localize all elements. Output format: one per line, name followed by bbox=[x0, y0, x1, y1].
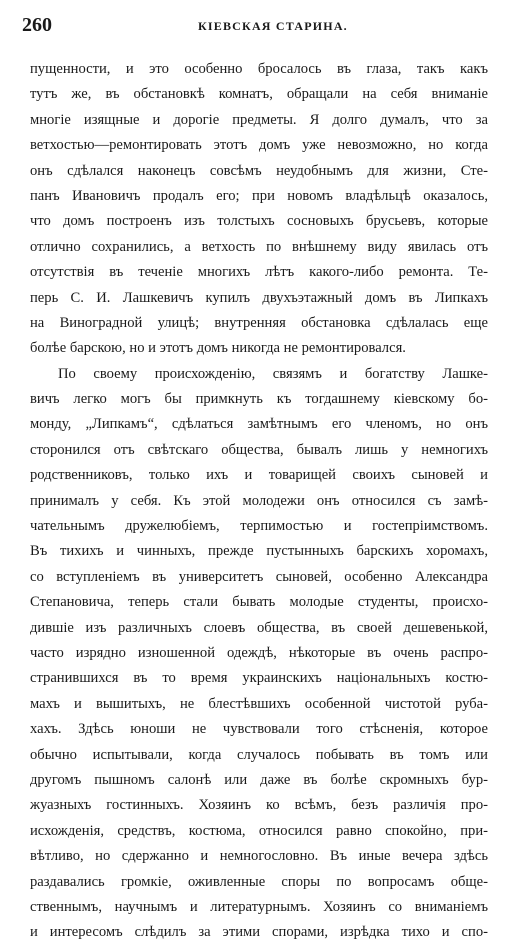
paragraph-end-line: болѣе барскою, но и этотъ домъ никогда не ремонтировался. bbox=[30, 340, 406, 357]
text-line: Въ тихихъ и чинныхъ, прежде пустынныхъ барскихъ хоромахъ, bbox=[30, 543, 488, 560]
text-line: перь С. И. Лашкевичъ купилъ двухъэтажный домъ въ Липкахъ bbox=[30, 289, 488, 306]
text-line: исхожденія, средствъ, костюма, относился равно спокойно, при- bbox=[30, 822, 488, 839]
text-line: на Виноградной улицѣ; внутренняя обстановка сдѣлалась еще bbox=[30, 314, 488, 331]
text-line: вичъ легко могъ бы примкнуть къ тогдашнему кіевскому бо- bbox=[30, 391, 488, 408]
text-line: панъ Ивановичъ продалъ его; при новомъ владѣльцѣ оказалось, bbox=[30, 187, 488, 204]
text-line: чательнымъ дружелюбіемъ, терпимостью и гостепріимствомъ. bbox=[30, 518, 488, 535]
text-line: дившіе изъ различныхъ слоевъ общества, въ своей дешевенькой, bbox=[30, 619, 488, 636]
text-line: многіе изящные и дорогіе предметы. Я долго думалъ, что за bbox=[30, 111, 488, 128]
text-line: обычно испытывали, когда случалось побывать въ томъ или bbox=[30, 746, 488, 763]
text-line: Степановича, теперь стали бывать молодые студенты, происхо- bbox=[30, 594, 488, 611]
page-header bbox=[0, 14, 527, 40]
text-line: часто изрядно изношенной одеждѣ, нѣкоторые въ очень распро- bbox=[30, 644, 488, 661]
text-line: странившихся въ то время украинскихъ національныхъ костю- bbox=[30, 670, 488, 687]
text-line: махъ и вышитыхъ, не блестѣвшихъ особенной чистотой руба- bbox=[30, 695, 488, 712]
paragraph-start-line: По своему происхожденію, связямъ и богатству Лашке- bbox=[58, 365, 488, 382]
body-text bbox=[30, 57, 488, 946]
text-line: пущенности, и это особенно бросалось въ глаза, такъ какъ bbox=[30, 61, 488, 77]
text-line: жуазныхъ гостинныхъ. Хозяинъ ко всѣмъ, безъ различія про- bbox=[30, 797, 488, 814]
text-line: тутъ же, въ обстановкѣ комнатъ, обращали на себя вниманіе bbox=[30, 86, 488, 103]
text-line: ственнымъ, научнымъ и литературнымъ. Хозяинъ со вниманіемъ bbox=[30, 898, 488, 915]
text-line: монду, „Липкамъ“, сдѣлаться замѣтнымъ его членомъ, но онъ bbox=[30, 416, 488, 433]
running-head: КІЕВСКАЯ СТАРИНА. bbox=[198, 19, 348, 33]
text-line: принималъ у себя. Къ этой молодежи онъ относился съ замѣ- bbox=[30, 492, 488, 509]
text-line: сторонился отъ свѣтскаго общества, бывалъ лишь у немногихъ bbox=[30, 441, 488, 458]
text-line: другомъ пышномъ салонѣ или даже въ болѣе скромныхъ бур- bbox=[30, 771, 488, 788]
text-line: со вступленіемъ въ университетъ сыновей, особенно Александра bbox=[30, 568, 488, 585]
text-line: что домъ построенъ изъ толстыхъ сосновыхъ брусьевъ, которые bbox=[30, 213, 488, 230]
text-line: отлично сохранились, а ветхость по внѣшнему виду явилась отъ bbox=[30, 238, 488, 255]
page-number: 260 bbox=[22, 14, 52, 36]
text-line: отсутствія въ теченіе многихъ лѣтъ какого-либо ремонта. Те- bbox=[30, 264, 488, 281]
text-line: онъ сдѣлался наконецъ совсѣмъ неудобнымъ для жизни, Сте- bbox=[30, 162, 488, 179]
text-line: и интересомъ слѣдилъ за этими спорами, изрѣдка тихо и спо- bbox=[30, 924, 488, 941]
text-line: раздавались громкіе, оживленные споры по вопросамъ обще- bbox=[30, 873, 488, 890]
text-line: родственниковъ, только ихъ и товарищей своихъ сыновей и bbox=[30, 467, 488, 484]
text-line: вѣтливо, но сдержанно и немногословно. Въ иные вечера здѣсь bbox=[30, 848, 488, 865]
text-line: хахъ. Здѣсь юноши не чувствовали того стѣсненія, которое bbox=[30, 721, 488, 738]
text-line: ветхостью—ремонтировать этотъ домъ уже невозможно, но когда bbox=[30, 137, 488, 154]
